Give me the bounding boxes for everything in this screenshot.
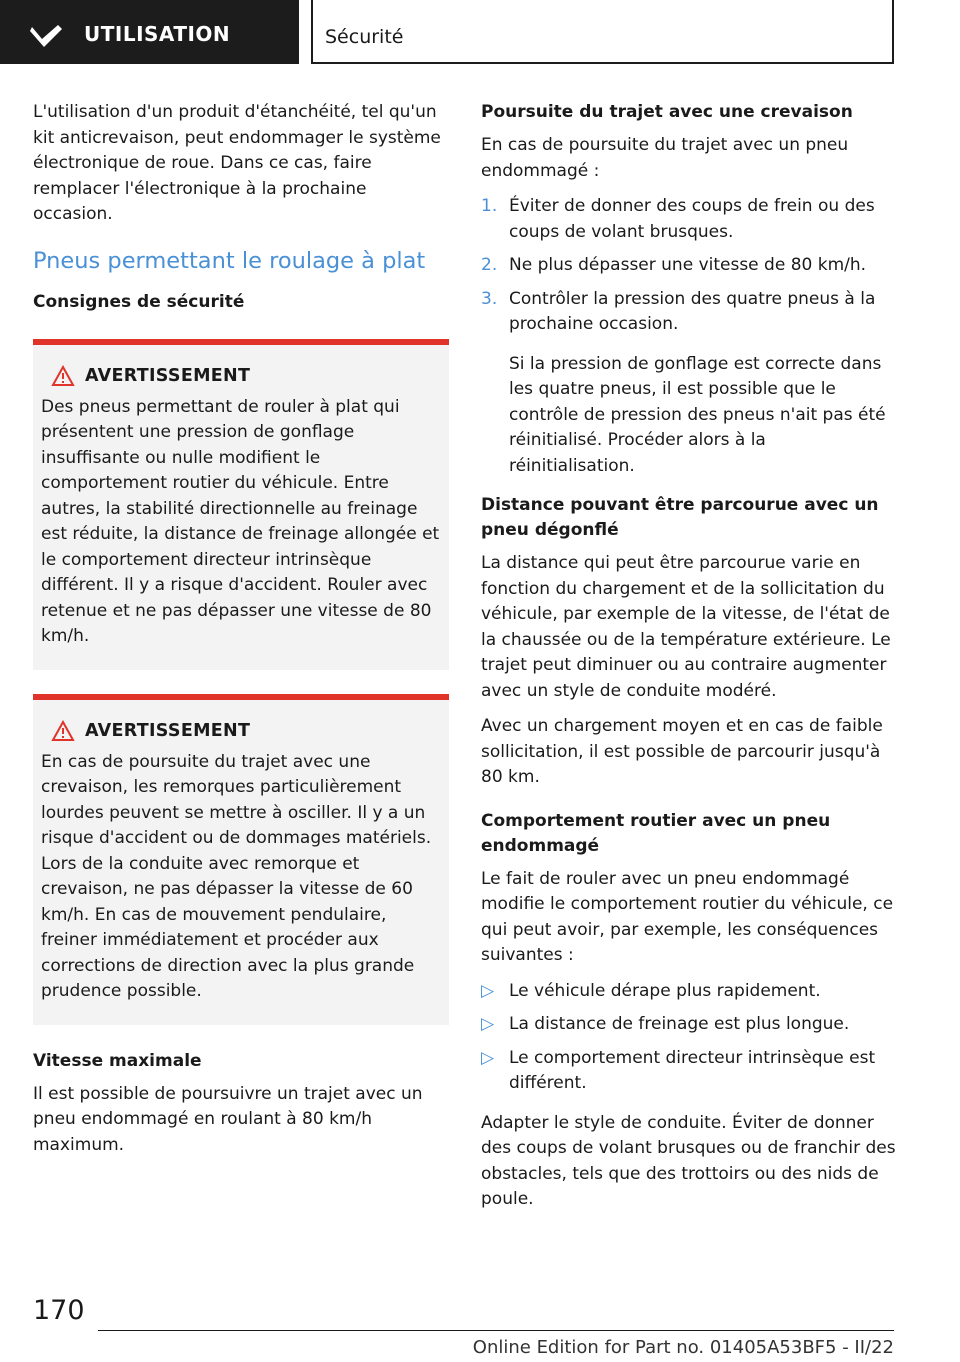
step-number: 2. — [481, 255, 498, 275]
warning-text-2: En cas de poursuite du trajet avec une crevaison, les remorques particulièrement lourdes peuvent se mettre à osciller. Il y a un risque d'accident ou de dommages matériels. Lors de la conduite avec remorque et crevaison, ne pas dépasser la vitesse de 60 km/h. En cas de mouvement pendulaire, freiner immédiatement et procéder aux corrections de direction avec la plus grande prudence possible. — [41, 751, 432, 1001]
section-header — [311, 0, 894, 64]
warning-triangle-icon — [51, 720, 75, 742]
bullet-text: Le comportement directeur intrinsèque est différent. — [509, 1047, 876, 1093]
behavior-intro: Le fait de rouler avec un pneu endommagé modifie le comportement routier du véhicule, ce qui peut avoir, par exemple, les conséquences suivantes : — [481, 868, 894, 965]
warning-label-2: AVERTISSEMENT — [85, 720, 251, 741]
warning-label-1: AVERTISSEMENT — [85, 365, 251, 386]
distance-text-1: La distance qui peut être parcourue varie en fonction du chargement et de la sollicitation du véhicule, par exemple de la vitesse, de l'état de la chaussée ou de la température extérieure. Le trajet peut diminuer ou au contraire augmenter avec un style de conduite modéré. — [481, 553, 891, 701]
distance-heading: Distance pouvant être parcourue avec un pneu dégonflé — [481, 495, 879, 540]
list-item — [481, 194, 896, 245]
max-speed-heading: Vitesse maximale — [33, 1050, 202, 1071]
list-item — [481, 1046, 896, 1097]
step3-note: Si la pression de gonflage est correcte dans les quatre pneus, il est possible que le contrôle de pression des pneus n'ait pas été réinitialisé. Procéder alors à la réinitialisation. — [509, 353, 886, 476]
step-text: Éviter de donner des coups de frein ou des coups de volant brusques. — [509, 196, 875, 242]
left-column — [33, 100, 449, 1168]
page-number: 170 — [33, 1295, 85, 1326]
warning-triangle-icon — [51, 365, 75, 387]
touch-hand-icon — [28, 19, 68, 49]
bullet-text: La distance de freinage est plus longue. — [509, 1014, 850, 1034]
max-speed-text: Il est possible de poursuivre un trajet avec un pneu endommagé en roulant à 80 km/h maximum. — [33, 1083, 423, 1155]
list-item — [481, 979, 896, 1005]
warning-title-2 — [41, 720, 441, 742]
safety-subheading: Consignes de sécurité — [33, 291, 245, 312]
warning-title-1 — [41, 365, 441, 387]
list-item — [481, 253, 896, 279]
step-text: Ne plus dépasser une vitesse de 80 km/h. — [509, 255, 867, 275]
section-heading: Pneus permettant le roulage à plat — [33, 247, 426, 274]
step-number: 1. — [481, 196, 498, 216]
bullet-triangle-icon: ▷ — [481, 1047, 495, 1068]
step-text: Contrôler la pression des quatre pneus à la prochaine occasion. — [509, 288, 876, 334]
warning-box-1 — [33, 339, 449, 670]
section-title: Sécurité — [325, 26, 404, 48]
consequences-list — [481, 979, 896, 1097]
distance-text-2: Avec un chargement moyen et en cas de faible sollicitation, il est possible de parcourir jusqu'à 80 km. — [481, 716, 883, 787]
footer-divider — [98, 1330, 894, 1331]
list-item — [481, 1012, 896, 1038]
behavior-heading: Comportement routier avec un pneu endommagé — [481, 810, 831, 856]
step-number: 3. — [481, 288, 498, 309]
section-tab — [0, 0, 299, 64]
bullet-triangle-icon: ▷ — [481, 980, 495, 1001]
steps-list — [481, 194, 896, 338]
intro-paragraph: L'utilisation d'un produit d'étanchéité, tel qu'un kit anticrevaison, peut endommager le système électronique de roue. Dans ce cas, faire remplacer l'électronique à la prochaine occasion. — [33, 102, 441, 224]
behavior-outro: Adapter le style de conduite. Éviter de donner des coups de volant brusques ou de franchir des obstacles, tels que des trottoirs ou des nids de poule. — [481, 1112, 896, 1209]
warning-text-1: Des pneus permettant de rouler à plat qui présentent une pression de gonflage insuffisante ou nulle modifient le comportement routier du véhicule. Entre autres, la stabilité directionnelle au freinage est réduite, la distance de freinage allongée et le comportement directeur intrinsèque différent. Il y a risque d'accident. Rouler avec retenue et ne pas dépasser une vitesse de 80 km/h. — [41, 396, 440, 646]
section-tab-label: UTILISATION — [84, 22, 231, 46]
continue-intro: En cas de poursuite du trajet avec un pneu endommagé : — [481, 135, 849, 181]
edition-footer: Online Edition for Part no. 01405A53BF5 - II/22 — [472, 1337, 894, 1358]
continue-heading: Poursuite du trajet avec une crevaison — [481, 102, 853, 122]
right-column — [481, 100, 896, 1223]
bullet-triangle-icon: ▷ — [481, 1014, 495, 1034]
bullet-text: Le véhicule dérape plus rapidement. — [509, 980, 821, 1001]
warning-box-2 — [33, 694, 449, 1025]
list-item — [481, 287, 896, 338]
